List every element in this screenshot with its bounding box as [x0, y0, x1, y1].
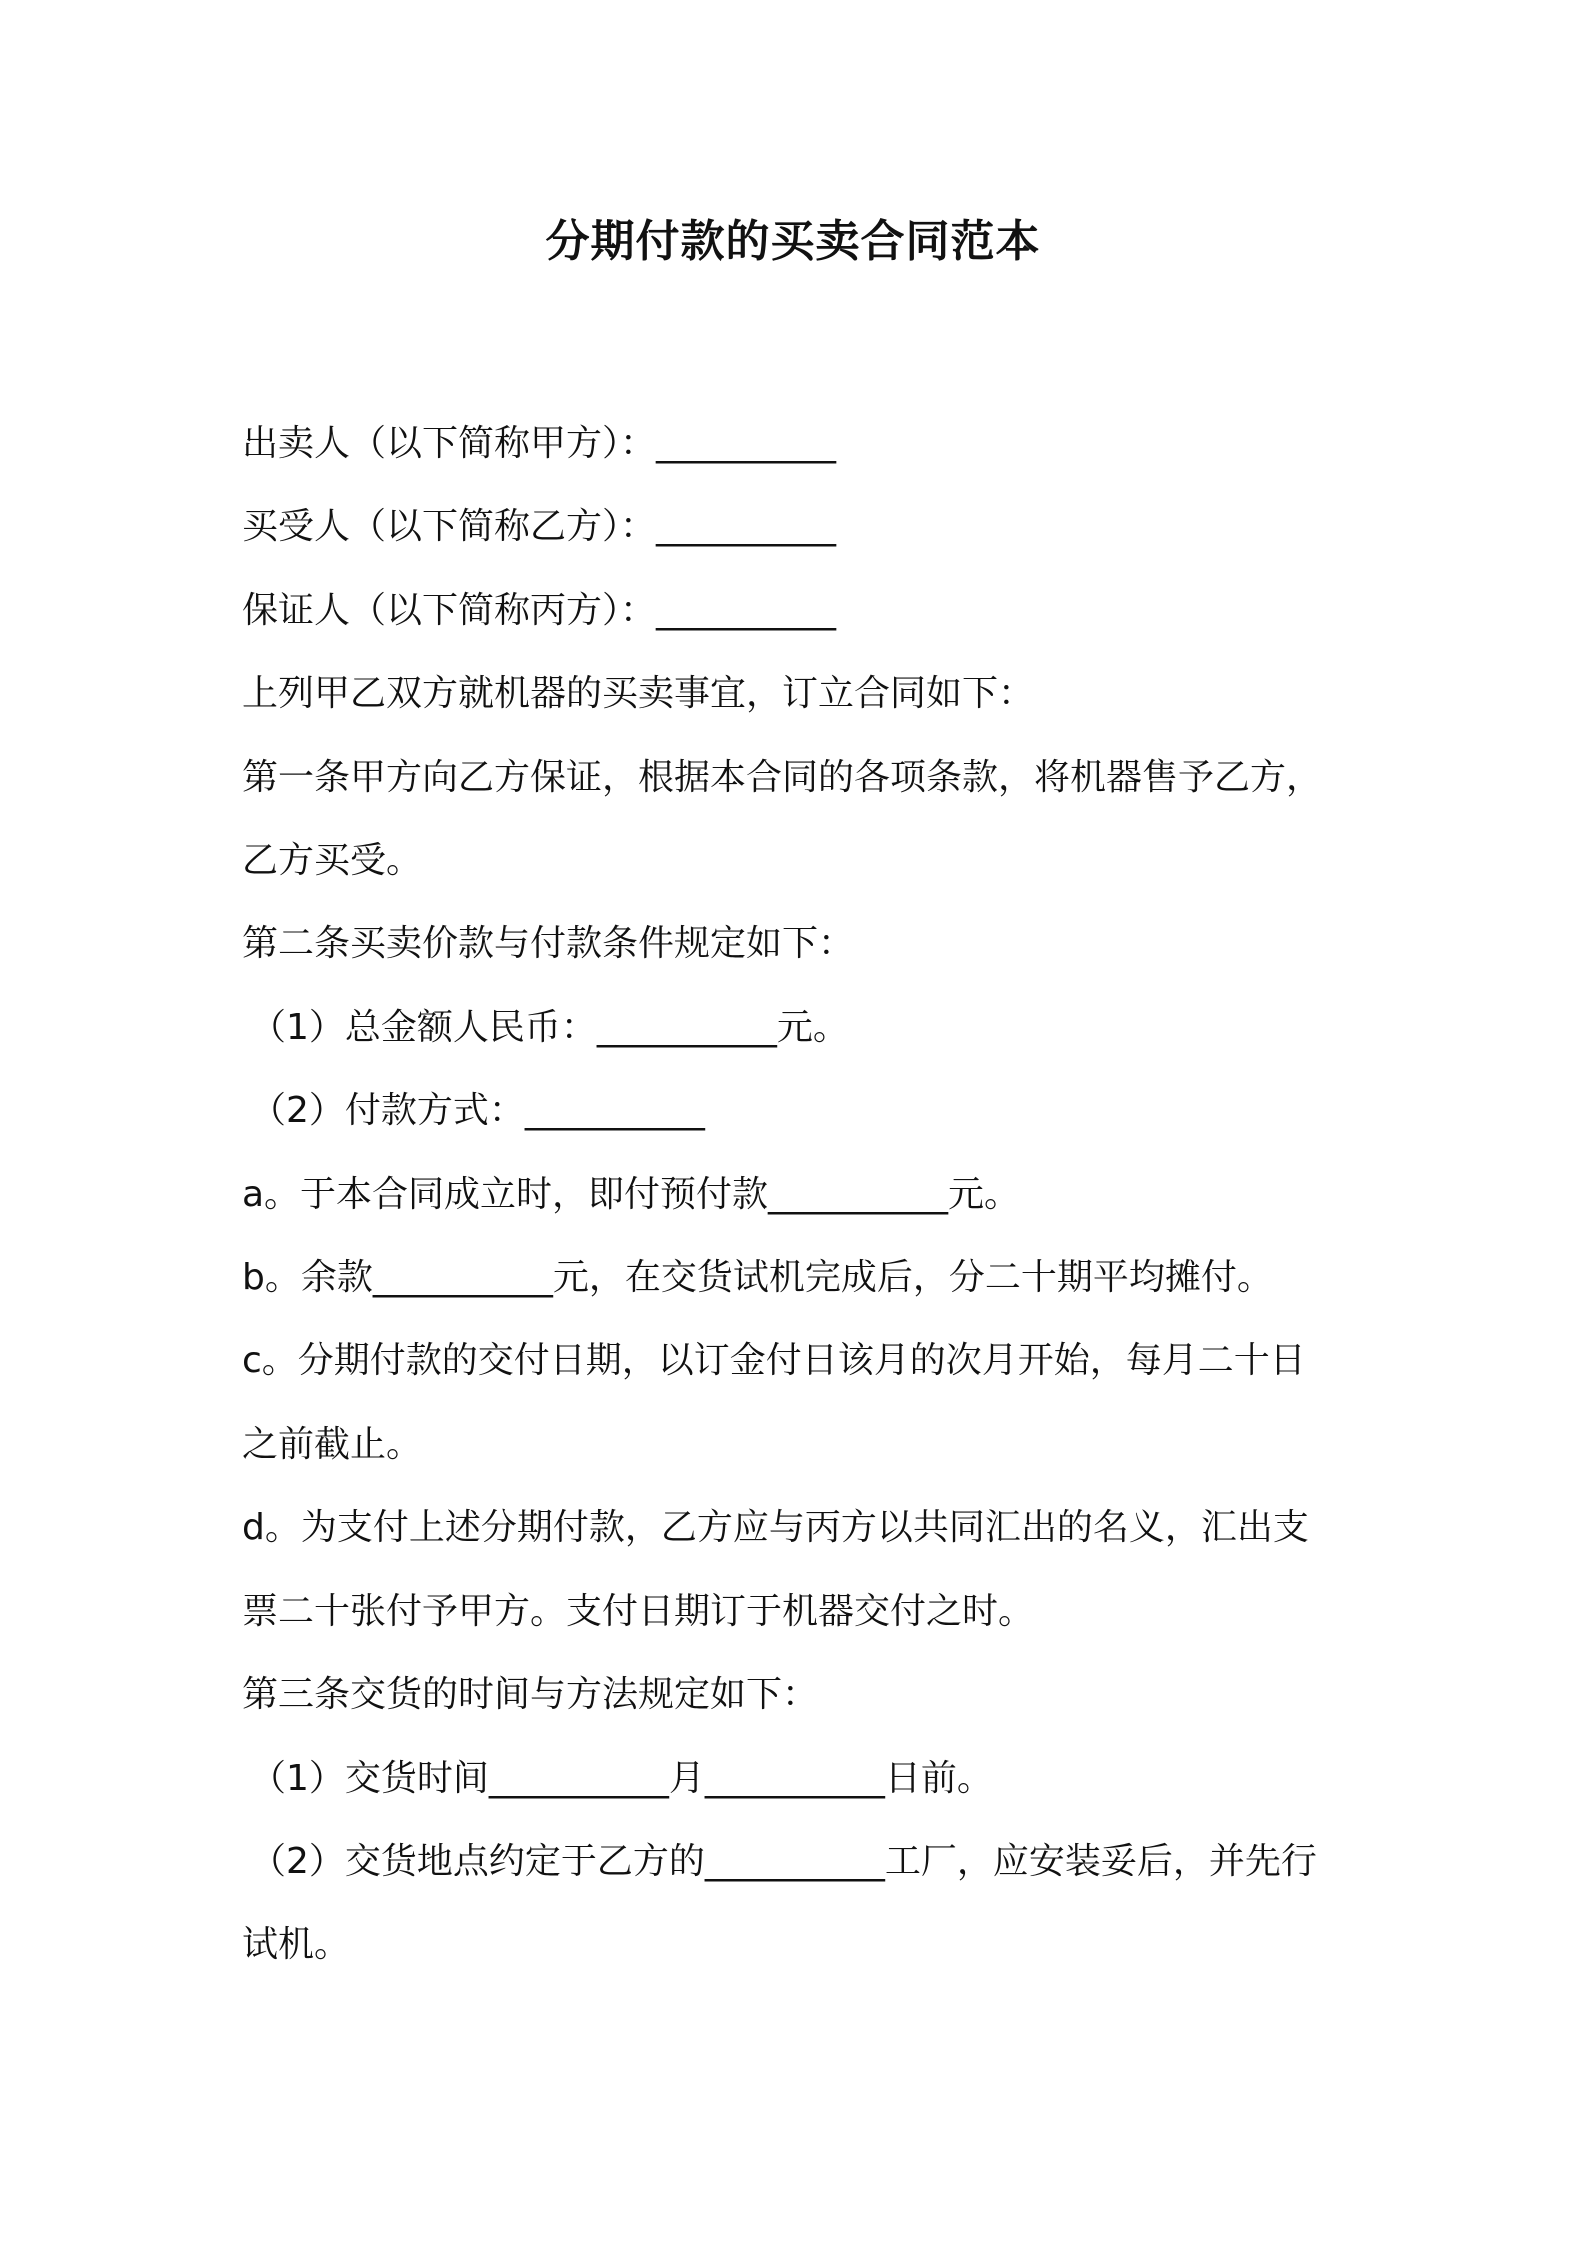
article-3-item-2-line-2: 试机。 [242, 1924, 351, 1966]
article-2-clause-d-line-2: 票二十张付予甲方。支付日期订于机器交付之时。 [242, 1590, 1035, 1632]
guarantor-line: 保证人（以下简称丙方）：__________ [242, 589, 837, 631]
article-1-line-2: 乙方买受。 [242, 840, 423, 882]
article-3-heading: 第三条交货的时间与方法规定如下： [242, 1674, 819, 1716]
buyer-line: 买受人（以下简称乙方）：__________ [242, 506, 837, 548]
article-3-item-2-line-1: （2）交货地点约定于乙方的__________工厂，应安装妥后，并先行 [250, 1840, 1317, 1882]
document-title: 分期付款的买卖合同范本 [545, 216, 1041, 267]
preamble-line: 上列甲乙双方就机器的买卖事宜，订立合同如下： [242, 673, 1035, 715]
document-body [242, 402, 1362, 1987]
article-2-item-2: （2）付款方式：__________ [250, 1090, 705, 1132]
article-3-item-1: （1）交货时间__________月__________日前。 [250, 1757, 993, 1799]
article-2-clause-c-line-1: c。分期付款的交付日期，以订金付日该月的次月开始，每月二十日 [242, 1340, 1306, 1382]
article-2-item-1: （1）总金额人民币：__________元。 [250, 1006, 849, 1048]
article-2-clause-b: b。余款__________元，在交货试机完成后，分二十期平均摊付。 [242, 1257, 1273, 1299]
article-2-clause-d-line-1: d。为支付上述分期付款，乙方应与丙方以共同汇出的名义，汇出支 [242, 1507, 1309, 1549]
article-1-line-1: 第一条甲方向乙方保证，根据本合同的各项条款，将机器售予乙方， [242, 756, 1323, 798]
article-2-heading: 第二条买卖价款与付款条件规定如下： [242, 923, 855, 965]
article-2-clause-a: a。于本合同成立时，即付预付款__________元。 [242, 1173, 1021, 1215]
seller-line: 出卖人（以下简称甲方）：__________ [242, 423, 837, 464]
article-2-clause-c-line-2: 之前截止。 [242, 1423, 423, 1465]
